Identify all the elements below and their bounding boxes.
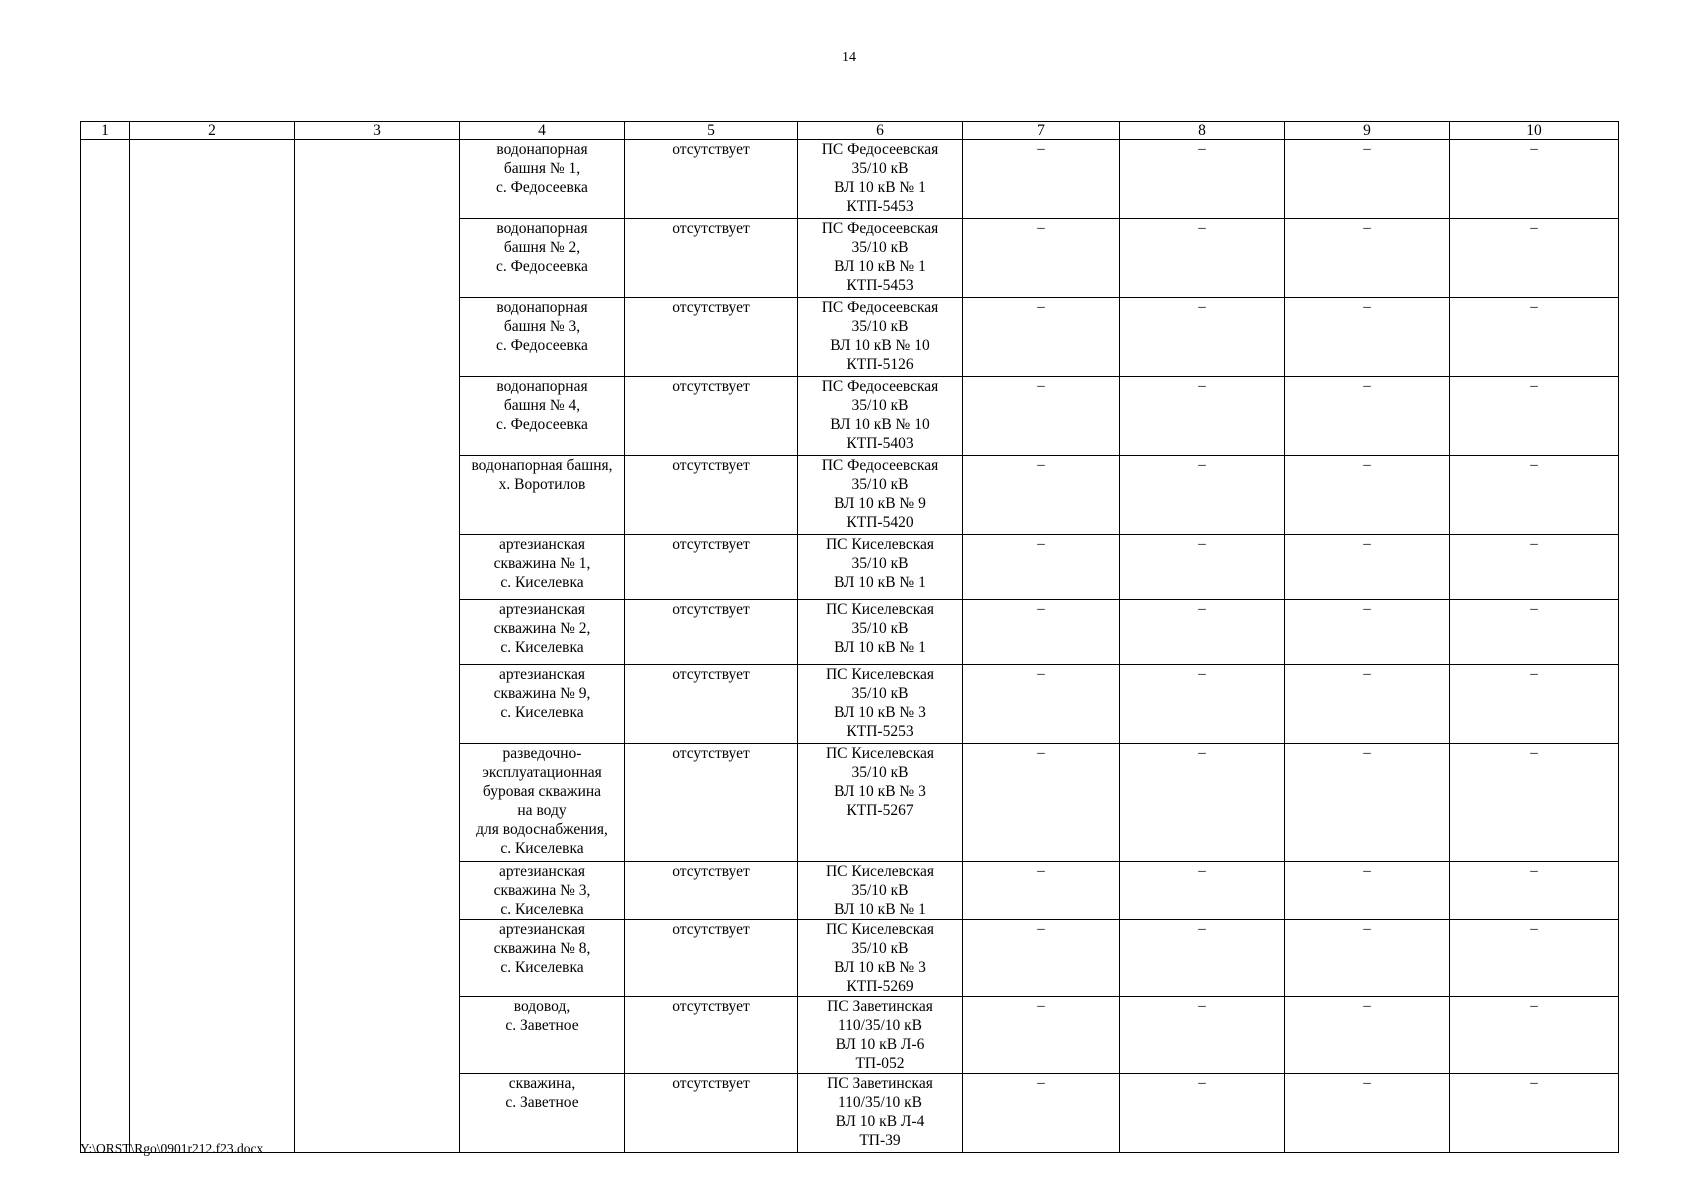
column-header: 2 — [130, 122, 295, 140]
column-3-cell — [295, 140, 460, 1153]
dash-cell: – — [1450, 377, 1619, 456]
status-cell: отсутствует — [625, 377, 798, 456]
status-cell: отсутствует — [625, 140, 798, 219]
dash-cell: – — [1120, 600, 1285, 665]
dash-cell: – — [963, 1074, 1120, 1153]
object-name-cell: водонапорная башня № 3, с. Федосеевка — [460, 298, 625, 377]
object-name-cell: артезианская скважина № 8, с. Киселевка — [460, 920, 625, 997]
status-cell: отсутствует — [625, 1074, 798, 1153]
dash-cell: – — [1285, 140, 1450, 219]
status-cell: отсутствует — [625, 920, 798, 997]
status-cell: отсутствует — [625, 219, 798, 298]
dash-cell: – — [963, 377, 1120, 456]
dash-cell: – — [1120, 456, 1285, 535]
object-name-cell: артезианская скважина № 1, с. Киселевка — [460, 535, 625, 600]
footer-file-path: Y:\ORST\Rgo\0901r212.f23.docx — [80, 1141, 264, 1156]
dash-cell: – — [1285, 219, 1450, 298]
dash-cell: – — [963, 862, 1120, 920]
status-cell: отсутствует — [625, 535, 798, 600]
object-name-cell: водонапорная башня № 1, с. Федосеевка — [460, 140, 625, 219]
dash-cell: – — [1120, 298, 1285, 377]
column-header: 3 — [295, 122, 460, 140]
dash-cell: – — [963, 219, 1120, 298]
dash-cell: – — [1285, 744, 1450, 862]
dash-cell: – — [1450, 920, 1619, 997]
status-cell: отсутствует — [625, 600, 798, 665]
column-header: 7 — [963, 122, 1120, 140]
dash-cell: – — [1285, 665, 1450, 744]
column-header: 1 — [81, 122, 130, 140]
dash-cell: – — [1450, 219, 1619, 298]
dash-cell: – — [1120, 997, 1285, 1074]
power-source-cell: ПС Федосеевская 35/10 кВ ВЛ 10 кВ № 9 КТП-5420 — [798, 456, 963, 535]
power-source-cell: ПС Киселевская 35/10 кВ ВЛ 10 кВ № 1 — [798, 600, 963, 665]
dash-cell: – — [963, 665, 1120, 744]
dash-cell: – — [1450, 298, 1619, 377]
dash-cell: – — [1285, 456, 1450, 535]
status-cell: отсутствует — [625, 997, 798, 1074]
column-1-cell — [81, 140, 130, 1153]
dash-cell: – — [1450, 997, 1619, 1074]
status-cell: отсутствует — [625, 862, 798, 920]
power-source-cell: ПС Киселевская 35/10 кВ ВЛ 10 кВ № 1 — [798, 535, 963, 600]
dash-cell: – — [1120, 862, 1285, 920]
power-source-cell: ПС Федосеевская 35/10 кВ ВЛ 10 кВ № 1 КТП-5453 — [798, 219, 963, 298]
power-source-cell: ПС Федосеевская 35/10 кВ ВЛ 10 кВ № 1 КТП-5453 — [798, 140, 963, 219]
dash-cell: – — [963, 535, 1120, 600]
dash-cell: – — [1285, 862, 1450, 920]
status-cell: отсутствует — [625, 744, 798, 862]
column-header: 6 — [798, 122, 963, 140]
dash-cell: – — [963, 744, 1120, 862]
dash-cell: – — [1285, 535, 1450, 600]
dash-cell: – — [1120, 1074, 1285, 1153]
dash-cell: – — [1450, 862, 1619, 920]
dash-cell: – — [1120, 535, 1285, 600]
column-header: 9 — [1285, 122, 1450, 140]
dash-cell: – — [1285, 920, 1450, 997]
power-source-cell: ПС Федосеевская 35/10 кВ ВЛ 10 кВ № 10 КТП-5403 — [798, 377, 963, 456]
dash-cell: – — [963, 920, 1120, 997]
status-cell: отсутствует — [625, 665, 798, 744]
dash-cell: – — [1285, 1074, 1450, 1153]
dash-cell: – — [1285, 298, 1450, 377]
dash-cell: – — [1450, 600, 1619, 665]
power-source-cell: ПС Заветинская 110/35/10 кВ ВЛ 10 кВ Л-4 ТП-39 — [798, 1074, 963, 1153]
column-header: 5 — [625, 122, 798, 140]
object-name-cell: водонапорная башня № 2, с. Федосеевка — [460, 219, 625, 298]
object-name-cell: скважина, с. Заветное — [460, 1074, 625, 1153]
dash-cell: – — [1450, 744, 1619, 862]
dash-cell: – — [1450, 456, 1619, 535]
object-name-cell: водонапорная башня № 4, с. Федосеевка — [460, 377, 625, 456]
dash-cell: – — [1450, 1074, 1619, 1153]
dash-cell: – — [1120, 744, 1285, 862]
dash-cell: – — [963, 140, 1120, 219]
status-cell: отсутствует — [625, 456, 798, 535]
dash-cell: – — [963, 298, 1120, 377]
dash-cell: – — [1285, 997, 1450, 1074]
object-name-cell: водонапорная башня, х. Воротилов — [460, 456, 625, 535]
object-name-cell: водовод, с. Заветное — [460, 997, 625, 1074]
table-header-row — [81, 122, 1619, 140]
column-header: 10 — [1450, 122, 1619, 140]
status-cell: отсутствует — [625, 298, 798, 377]
column-header: 8 — [1120, 122, 1285, 140]
column-2-cell — [130, 140, 295, 1153]
dash-cell: – — [963, 456, 1120, 535]
dash-cell: – — [1120, 920, 1285, 997]
table-row — [81, 140, 1619, 219]
page-number: 14 — [842, 50, 856, 65]
dash-cell: – — [1450, 535, 1619, 600]
object-name-cell: разведочно- эксплуатационная буровая скважина на воду для водоснабжения, с. Киселевка — [460, 744, 625, 862]
dash-cell: – — [1285, 600, 1450, 665]
power-source-cell: ПС Киселевская 35/10 кВ ВЛ 10 кВ № 3 КТП-5269 — [798, 920, 963, 997]
dash-cell: – — [1120, 219, 1285, 298]
dash-cell: – — [963, 997, 1120, 1074]
column-header: 4 — [460, 122, 625, 140]
dash-cell: – — [963, 600, 1120, 665]
dash-cell: – — [1450, 665, 1619, 744]
power-source-cell: ПС Киселевская 35/10 кВ ВЛ 10 кВ № 1 — [798, 862, 963, 920]
dash-cell: – — [1120, 665, 1285, 744]
dash-cell: – — [1450, 140, 1619, 219]
object-name-cell: артезианская скважина № 3, с. Киселевка — [460, 862, 625, 920]
object-name-cell: артезианская скважина № 2, с. Киселевка — [460, 600, 625, 665]
dash-cell: – — [1120, 140, 1285, 219]
dash-cell: – — [1120, 377, 1285, 456]
power-source-cell: ПС Киселевская 35/10 кВ ВЛ 10 кВ № 3 КТП-5267 — [798, 744, 963, 862]
power-source-cell: ПС Киселевская 35/10 кВ ВЛ 10 кВ № 3 КТП-5253 — [798, 665, 963, 744]
power-source-cell: ПС Федосеевская 35/10 кВ ВЛ 10 кВ № 10 КТП-5126 — [798, 298, 963, 377]
power-source-cell: ПС Заветинская 110/35/10 кВ ВЛ 10 кВ Л-6 ТП-052 — [798, 997, 963, 1074]
object-name-cell: артезианская скважина № 9, с. Киселевка — [460, 665, 625, 744]
dash-cell: – — [1285, 377, 1450, 456]
data-table — [80, 121, 1619, 1153]
